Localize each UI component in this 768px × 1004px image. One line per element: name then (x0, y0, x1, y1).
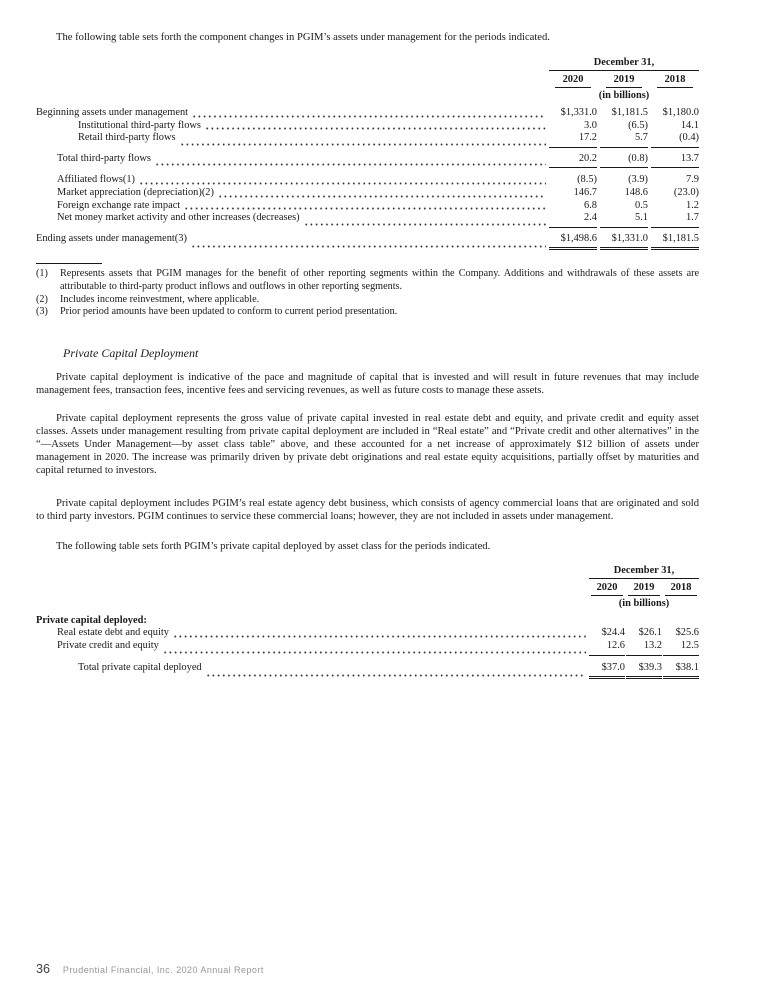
value-2018: 1.2 (686, 199, 699, 211)
year-label-2018: 2018 (665, 582, 697, 596)
value-2019: (6.5) (628, 119, 648, 131)
year-label-2019: 2019 (606, 74, 642, 88)
footnote (36, 268, 699, 293)
year-label-2019: 2019 (628, 582, 660, 596)
section-heading: Private Capital Deployment (63, 345, 199, 360)
value-2020: $24.4 (601, 627, 625, 639)
footnote-marker: (1) (36, 268, 48, 280)
value-2019: (3.9) (628, 174, 648, 186)
table-row (36, 153, 699, 169)
year-column-2019 (600, 74, 648, 88)
year-column-2018 (651, 74, 699, 88)
year-headers (549, 74, 699, 88)
dot-leader (193, 115, 546, 118)
page-footer (36, 962, 264, 976)
group-label: Private capital deployed: (36, 614, 147, 626)
date-header: December 31, (589, 565, 699, 579)
value-2019: 5.7 (600, 132, 648, 148)
footnote-divider (36, 263, 102, 264)
section-paragraph: Private capital deployment includes PGIM’s real estate agency debt business, which consists of agency commercial loans that are originated and sold to third party investors. PGIM continues to service these commercial loans; however, they are not included in assets under management. (36, 497, 699, 522)
row-label: Total private capital deployed (78, 661, 202, 673)
aum-table-header (36, 57, 699, 102)
table-row (36, 187, 699, 200)
page-content (36, 31, 699, 679)
dot-leader (174, 635, 586, 638)
value-2019: $26.1 (638, 627, 662, 639)
date-header: December 31, (549, 57, 699, 71)
units-label: (in billions) (618, 597, 670, 609)
value-2019: (0.8) (600, 153, 648, 169)
value-2019: $1,181.5 (611, 107, 648, 118)
value-2020: 6.8 (584, 199, 597, 211)
table-row (36, 174, 699, 187)
pcd-table-header (36, 565, 699, 610)
dot-leader (192, 245, 546, 248)
row-label: Affiliated flows(1) (57, 174, 136, 186)
table-row (36, 200, 699, 213)
dot-leader (305, 223, 546, 226)
value-2019: 13.2 (626, 640, 662, 656)
value-2020: 2.4 (549, 212, 597, 228)
aum-table (36, 57, 699, 250)
value-2018: 7.9 (686, 174, 699, 186)
dot-leader (156, 163, 546, 166)
row-label: Foreign exchange rate impact (57, 199, 181, 211)
footnote-text: Prior period amounts have been updated to conform to current period presentation. (60, 306, 398, 318)
year-label-2020: 2020 (591, 582, 623, 596)
row-label: Total third-party flows (57, 152, 151, 164)
value-2019: $39.3 (626, 662, 662, 680)
value-2018: (0.4) (651, 132, 699, 148)
pcd-table (36, 565, 699, 679)
table-row (36, 120, 699, 133)
value-2020: $1,498.6 (549, 233, 597, 251)
value-2020: $37.0 (589, 662, 625, 680)
value-2018: 13.7 (651, 153, 699, 169)
value-2020: 146.7 (573, 186, 597, 198)
footnote-marker: (2) (36, 293, 48, 305)
year-column-2020 (589, 582, 625, 596)
value-2020: (8.5) (577, 174, 597, 186)
section-paragraph: Private capital deployment represents the gross value of private capital invested in real estate debt and equity, and private credit and equity asset classes. Assets under management resulting from private capital deployment are included in “Real estate” and “Private credit and other alternatives” in the “—Assets Under Management—by asset class table” above, and these accounted for a net increase of approximately $12 billion of assets under management in 2020. The increase was primarily driven by private debt originations and real estate equity acquisitions, partially offset by maturities and capital returned to investors. (36, 412, 699, 476)
value-2020: 20.2 (549, 153, 597, 169)
table-row (36, 662, 699, 680)
dot-leader (219, 195, 546, 198)
value-2018: 1.7 (651, 212, 699, 228)
value-2019: $1,331.0 (600, 233, 648, 251)
table-row (36, 212, 699, 228)
year-label-2020: 2020 (555, 74, 591, 88)
footnote-text: Includes income reinvestment, where applicable. (60, 293, 260, 305)
dot-leader (140, 182, 546, 185)
page-number: 36 (36, 962, 50, 976)
pcd-header-value-area (589, 565, 699, 610)
dot-leader (206, 127, 546, 130)
footnote (36, 294, 699, 307)
value-2018: (23.0) (673, 186, 699, 198)
row-label: Market appreciation (depreciation)(2) (57, 186, 214, 198)
value-2018: $38.1 (663, 662, 699, 680)
footnote-text: Represents assets that PGIM manages for the benefit of other reporting segments within the Company. Additions and withdrawals of these assets are attributable to third-party product inflows and outflows in other reporting segments. (60, 268, 699, 292)
value-2018: 14.1 (680, 119, 699, 131)
intro-paragraph: The following table sets forth the component changes in PGIM’s assets under management for the periods indicated. (56, 32, 550, 43)
value-2018: $1,180.0 (662, 107, 699, 118)
dot-leader (185, 207, 546, 210)
value-2020: $1,331.0 (560, 107, 597, 118)
units-label: (in billions) (598, 90, 650, 101)
footnote (36, 306, 699, 319)
value-2018: $1,181.5 (651, 233, 699, 251)
table-row (36, 132, 699, 148)
footnote-marker: (3) (36, 306, 48, 318)
value-2020: 12.6 (589, 640, 625, 656)
year-label-2018: 2018 (657, 74, 693, 88)
report-title: Prudential Financial, Inc. 2020 Annual Report (62, 965, 264, 975)
row-label: Net money market activity and other increases (decreases) (57, 212, 300, 224)
value-2018: $25.6 (675, 627, 699, 639)
footnotes (36, 268, 699, 318)
table-row (36, 107, 699, 120)
table-group-row (36, 615, 699, 628)
table-row (36, 627, 699, 640)
value-2019: 0.5 (635, 199, 648, 211)
year-headers (589, 582, 699, 596)
aum-header-value-area (549, 57, 699, 102)
section-paragraph: Private capital deployment is indicative of the pace and magnitude of capital that is invested and will result in future revenues that may include management fees, transaction fees, incentive fees and servicing revenues, as well as future costs to manage these assets. (36, 371, 699, 396)
year-column-2020 (549, 74, 597, 88)
row-label: Retail third-party flows (78, 132, 176, 144)
row-label: Real estate debt and equity (57, 627, 169, 639)
row-label: Beginning assets under management (36, 107, 189, 118)
value-2019: 148.6 (624, 186, 648, 198)
value-2019: 5.1 (600, 212, 648, 228)
value-2018: 12.5 (663, 640, 699, 656)
table-row (36, 640, 699, 656)
aum-table-body (36, 107, 699, 250)
year-column-2019 (626, 582, 662, 596)
table-row (36, 233, 699, 251)
value-2020: 17.2 (549, 132, 597, 148)
row-label: Private credit and equity (57, 639, 159, 651)
section-paragraph: The following table sets forth PGIM’s private capital deployed by asset class for the periods indicated. (56, 540, 491, 552)
row-label: Institutional third-party flows (78, 119, 201, 131)
dot-leader (181, 143, 546, 146)
pcd-table-body (36, 615, 699, 679)
value-2020: 3.0 (584, 119, 597, 131)
row-label: Ending assets under management(3) (36, 232, 187, 244)
year-column-2018 (663, 582, 699, 596)
dot-leader (164, 651, 586, 654)
dot-leader (207, 674, 586, 677)
